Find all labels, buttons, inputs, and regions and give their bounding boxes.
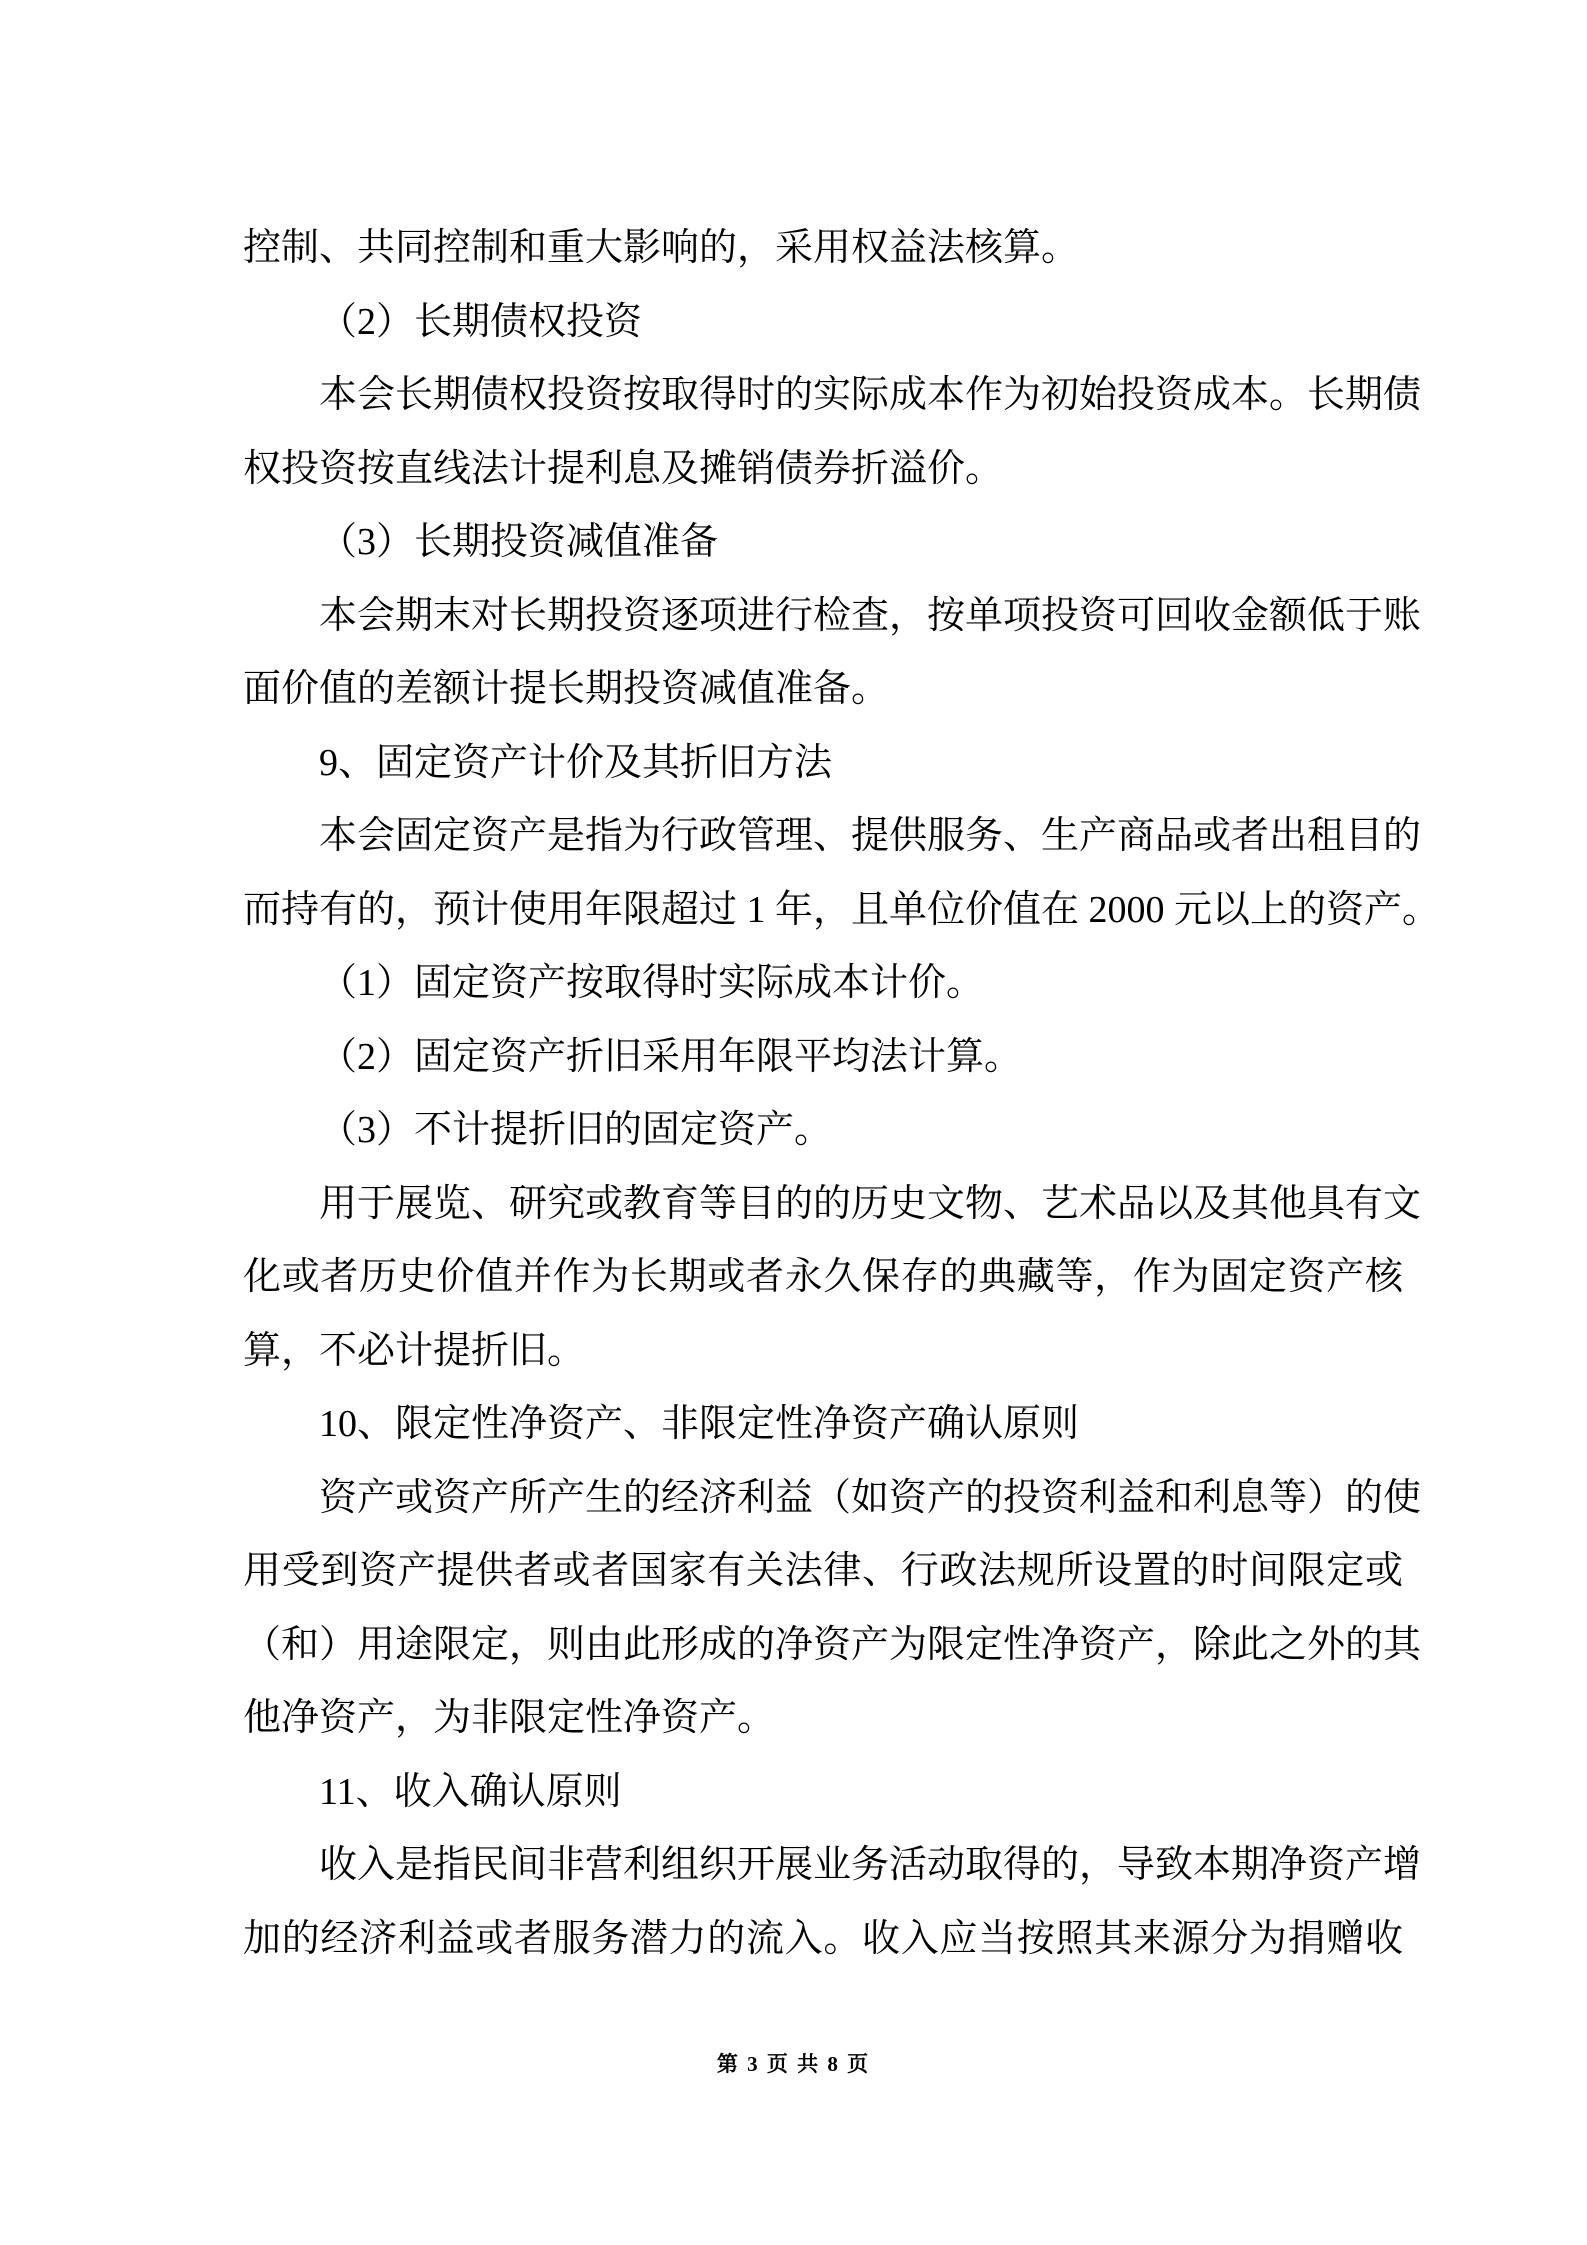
text-line: 本会固定资产是指为行政管理、提供服务、生产商品或者出租目的 bbox=[319, 815, 1422, 857]
text-line: 控制、共同控制和重大影响的，采用权益法核算。 bbox=[243, 227, 1080, 269]
text-line: 用受到资产提供者或者国家有关法律、行政法规所设置的时间限定或 bbox=[243, 1550, 1403, 1592]
text-line: 本会期末对长期投资逐项进行检查，按单项投资可回收金额低于账 bbox=[319, 594, 1422, 637]
page-footer: 第 3 页 共 8 页 bbox=[716, 2052, 871, 2076]
text-line: 算，不必计提折旧。 bbox=[243, 1329, 586, 1372]
text-line: （1）固定资产按取得时实际成本计价。 bbox=[319, 962, 985, 1004]
text-line: 他净资产，为非限定性净资产。 bbox=[243, 1697, 776, 1739]
text-line: 收入是指民间非营利组织开展业务活动取得的，导致本期净资产增 bbox=[319, 1844, 1422, 1886]
text-line: 11、收入确认原则 bbox=[319, 1770, 622, 1813]
text-line: 化或者历史价值并作为长期或者永久保存的典藏等，作为固定资产核 bbox=[243, 1256, 1403, 1298]
text-line: （3）不计提折旧的固定资产。 bbox=[319, 1109, 833, 1151]
text-line: 9、固定资产计价及其折旧方法 bbox=[319, 741, 833, 784]
text-line: （2）固定资产折旧采用年限平均法计算。 bbox=[319, 1035, 1023, 1078]
text-line: （2）长期债权投资 bbox=[319, 300, 643, 343]
text-line: 而持有的，预计使用年限超过 1 年，且单位价值在 2000 元以上的资产。 bbox=[243, 888, 1441, 931]
text-line: 加的经济利益或者服务潜力的流入。收入应当按照其来源分为捐赠收 bbox=[243, 1917, 1403, 1960]
text-line: （3）长期投资减值准备 bbox=[319, 521, 719, 563]
text-line: 面价值的差额计提长期投资减值准备。 bbox=[243, 668, 890, 710]
text-line: 资产或资产所产生的经济利益（如资产的投资利益和利息等）的使 bbox=[319, 1476, 1422, 1519]
text-line: 用于展览、研究或教育等目的的历史文物、艺术品以及其他具有文 bbox=[319, 1182, 1422, 1225]
text-line: 10、限定性净资产、非限定性净资产确认原则 bbox=[319, 1403, 1080, 1445]
document-text-block bbox=[243, 212, 1441, 1976]
text-line: （和）用途限定，则由此形成的净资产为限定性净资产，除此之外的其 bbox=[243, 1623, 1422, 1666]
text-line: 本会长期债权投资按取得时的实际成本作为初始投资成本。长期债 bbox=[319, 374, 1422, 416]
text-line: 权投资按直线法计提利息及摊销债券折溢价。 bbox=[243, 447, 1004, 490]
